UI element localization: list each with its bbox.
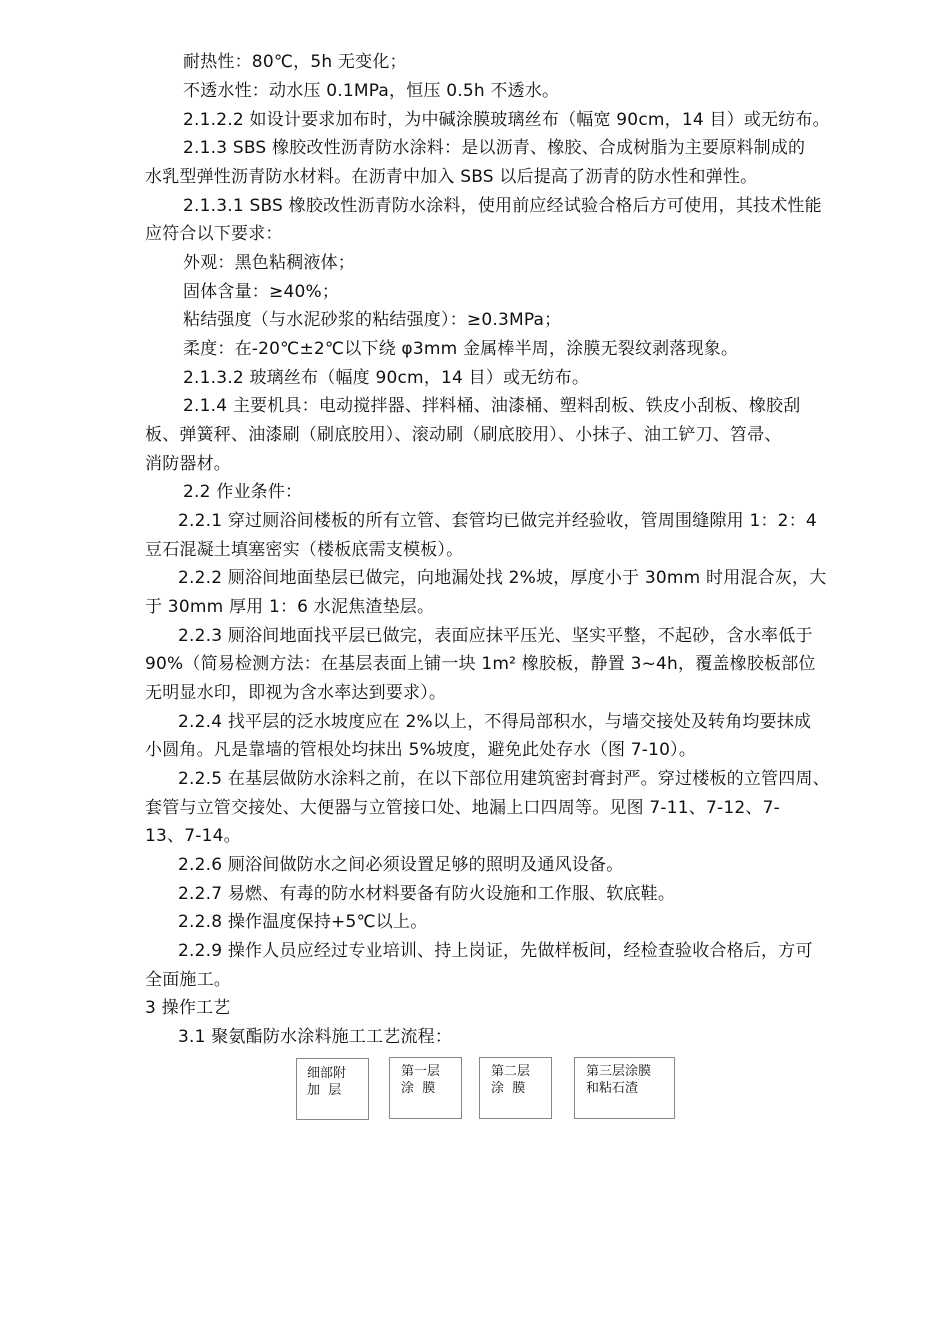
text-line: 2.1.3.2 玻璃丝布（幅度 90cm，14 目）或无纺布。: [183, 368, 590, 388]
text-line: 小圆角。凡是靠墙的管根处均抹出 5%坡度，避免此处存水（图 7-10）。: [145, 740, 697, 760]
text-line: 不透水性：动水压 0.1MPa，恒压 0.5h 不透水。: [183, 81, 560, 101]
flow-step-label: 第三层涂膜: [586, 1064, 652, 1079]
text-line: 2.2.3 厕浴间地面找平层已做完，表面应抹平压光、坚实平整，不起砂，含水率低于: [178, 626, 813, 646]
text-line: 13、7-14。: [145, 826, 241, 846]
text-line: 水乳型弹性沥青防水材料。在沥青中加入 SBS 以后提高了沥青的防水性和弹性。: [145, 167, 758, 187]
text-line: 应符合以下要求：: [145, 224, 283, 244]
text-line: 全面施工。: [145, 970, 231, 990]
text-line: 2.2.9 操作人员应经过专业培训、持上岗证，先做样板间，经检查验收合格后，方可: [178, 941, 813, 961]
text-line: 板、弹簧秤、油漆刷（刷底胶用）、滚动刷（刷底胶用）、小抹子、油工铲刀、笤帚、: [145, 425, 782, 445]
text-line: 2.1.3.1 SBS 橡胶改性沥青防水涂料，使用前应经试验合格后方可使用，其技术性能: [183, 196, 822, 216]
text-line: 柔度：在-20℃±2℃以下绕 φ3mm 金属棒半周，涂膜无裂纹剥落现象。: [183, 339, 739, 359]
text-line: 2.2.1 穿过厕浴间楼板的所有立管、套管均已做完并经验收，管周围缝隙用 1：2：4: [178, 511, 817, 531]
text-line: 固体含量：≥40%；: [183, 282, 340, 302]
flow-step-box: [574, 1057, 675, 1119]
flow-step-label: 涂 膜: [401, 1081, 436, 1096]
text-line: 粘结强度（与水泥砂浆的粘结强度）：≥0.3MPa；: [183, 310, 562, 330]
section-heading: 3 操作工艺: [145, 998, 231, 1018]
text-line: 耐热性：80℃，5h 无变化；: [183, 52, 407, 72]
text-line: 2.2.2 厕浴间地面垫层已做完，向地漏处找 2%坡，厚度小于 30mm 时用混合灰，大: [178, 568, 827, 588]
text-line: 2.2.6 厕浴间做防水之间必须设置足够的照明及通风设备。: [178, 855, 624, 875]
text-line: 2.1.4 主要机具：电动搅拌器、拌料桶、油漆桶、塑料刮板、铁皮小刮板、橡胶刮: [183, 396, 801, 416]
flow-step-label: 细部附: [307, 1066, 347, 1081]
flow-step-label: 和粘石渣: [586, 1081, 639, 1096]
text-line: 2.2.4 找平层的泛水坡度应在 2%以上，不得局部积水，与墙交接处及转角均要抹成: [178, 712, 812, 732]
text-line: 2.1.3 SBS 橡胶改性沥青防水涂料：是以沥青、橡胶、合成树脂为主要原料制成的: [183, 138, 806, 158]
text-line: 90%（简易检测方法：在基层表面上铺一块 1m² 橡胶板，静置 3~4h，覆盖橡胶板部位: [145, 654, 816, 674]
text-line: 套管与立管交接处、大便器与立管接口处、地漏上口四周等。见图 7-11、7-12、7-: [145, 798, 780, 818]
text-line: 2.2.7 易燃、有毒的防水材料要备有防火设施和工作服、软底鞋。: [178, 884, 676, 904]
flow-step-box: [389, 1057, 462, 1119]
flow-step-box: [296, 1058, 369, 1120]
flow-step-label: 第二层: [491, 1064, 531, 1079]
text-line: 外观：黑色粘稠液体；: [183, 253, 355, 273]
text-line: 2.2.5 在基层做防水涂料之前，在以下部位用建筑密封膏封严。穿过楼板的立管四周、: [178, 769, 830, 789]
text-line: 2.2.8 操作温度保持+5℃以上。: [178, 912, 428, 932]
flow-step-box: [479, 1057, 552, 1119]
flow-step-label: 第一层: [401, 1064, 441, 1079]
text-line: 无明显水印，即视为含水率达到要求）。: [145, 683, 447, 703]
flow-step-label: 加 层: [307, 1083, 342, 1098]
section-heading: 2.2 作业条件：: [183, 482, 303, 502]
flow-step-label: 涂 膜: [491, 1081, 526, 1096]
text-line: 于 30mm 厚用 1：6 水泥焦渣垫层。: [145, 597, 435, 617]
text-line: 豆石混凝土填塞密实（楼板底需支模板）。: [145, 540, 464, 560]
text-line: 3.1 聚氨酯防水涂料施工工艺流程：: [178, 1027, 453, 1047]
text-line: 消防器材。: [145, 454, 231, 474]
text-line: 2.1.2.2 如设计要求加布时，为中碱涂膜玻璃丝布（幅宽 90cm，14 目）或无纺布。: [183, 110, 830, 130]
